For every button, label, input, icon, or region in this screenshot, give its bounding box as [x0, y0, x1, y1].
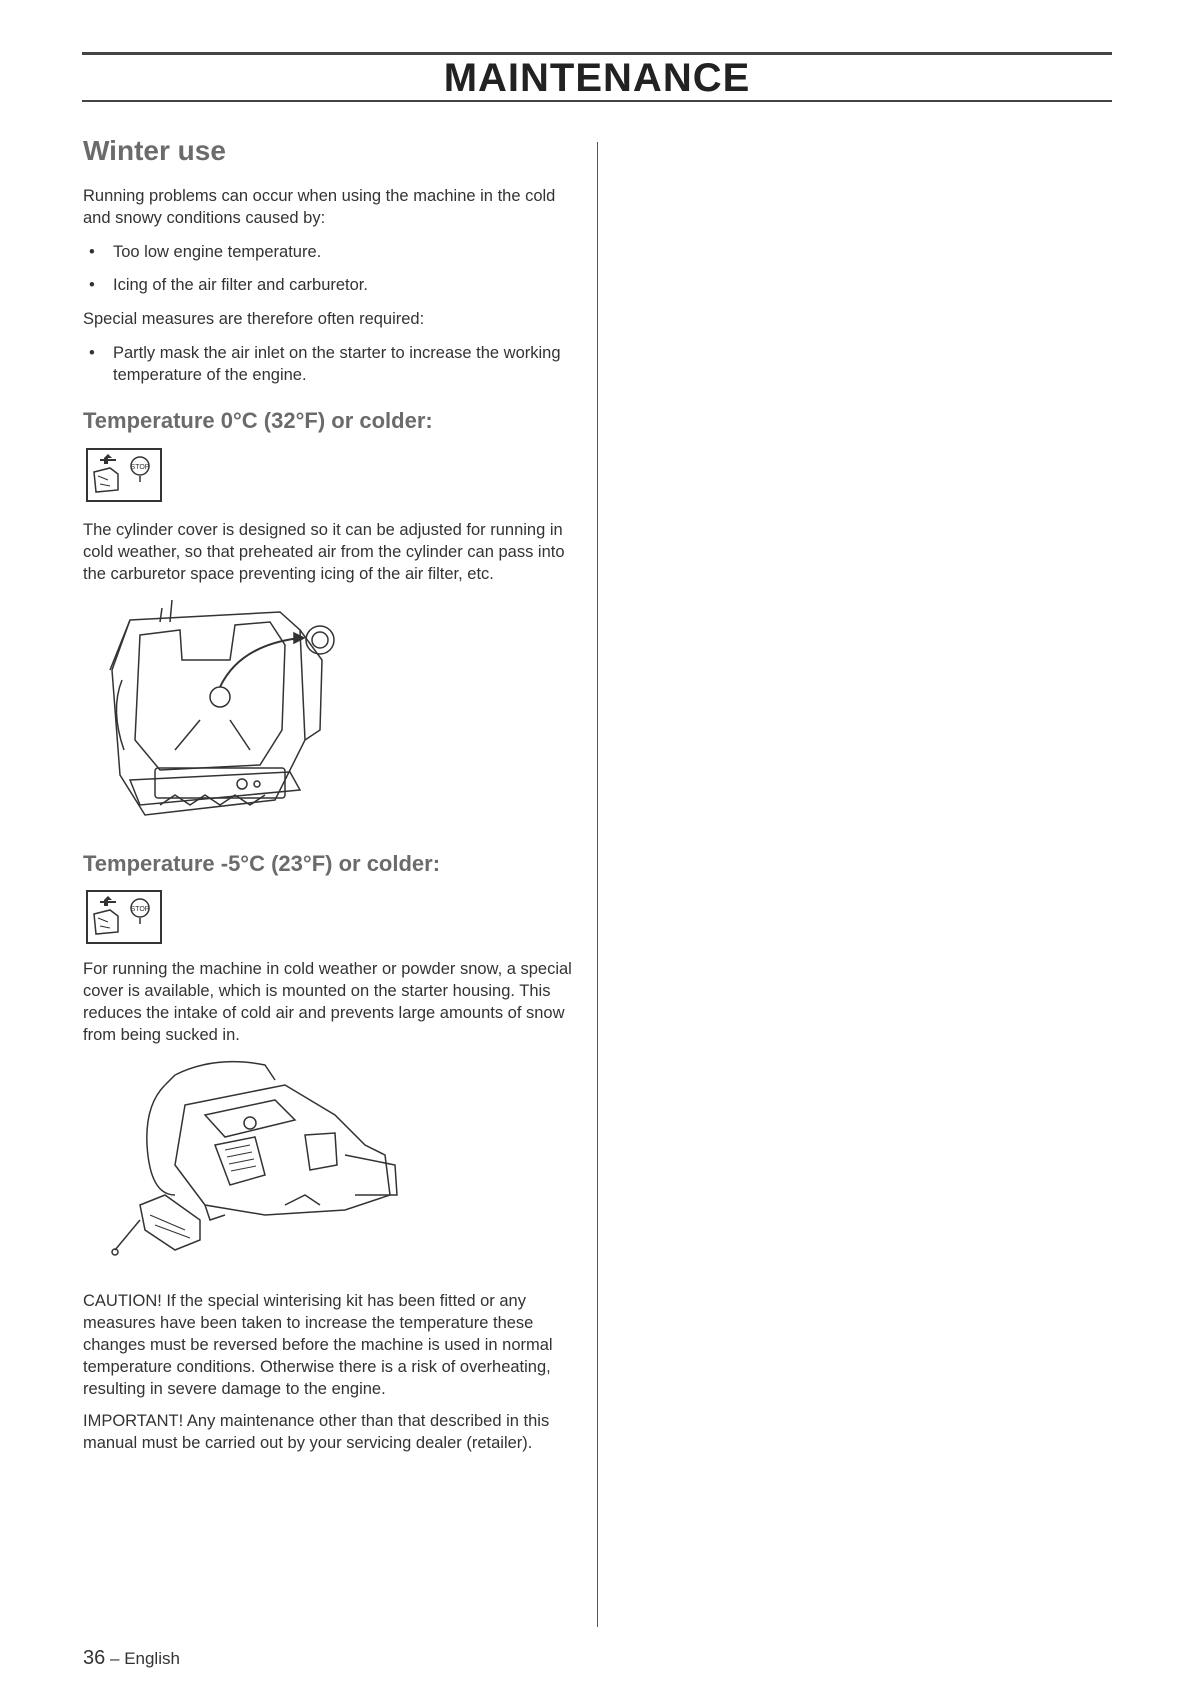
bullet-icon: • [89, 344, 95, 362]
svg-text:STOP: STOP [130, 464, 150, 471]
stop-engine-icon [86, 890, 162, 944]
page-number: 36 [83, 1647, 106, 1669]
important-text: IMPORTANT! Any maintenance other than that described in this manual must be carried out by your servicing dealer (retailer). [83, 1412, 550, 1452]
section-heading-temp-0c: Temperature 0°C (32°F) or colder: [83, 408, 433, 433]
bullet-icon: • [89, 276, 95, 294]
list-item: • Icing of the air filter and carburetor. [89, 276, 368, 294]
svg-text:STOP: STOP [130, 906, 150, 913]
header-rule-bottom [82, 100, 1112, 102]
footer-language: English [124, 1649, 180, 1668]
caution-text: CAUTION! If the special winterising kit has been fitted or any measures have been taken to increase the temperature these changes must be reversed before the machine is used in normal temperature conditions. Otherwise there is a risk of overheating, resulting in severe damage to the engine. [83, 1292, 553, 1398]
page-footer [83, 1647, 180, 1670]
section-heading-temp-minus-5c: Temperature -5°C (23°F) or colder: [83, 851, 441, 876]
list-item: • Partly mask the air inlet on the starter to increase the working temperature of the engine. [89, 344, 561, 384]
section-heading-winter-use: Winter use [83, 135, 226, 166]
stop-engine-icon [86, 448, 162, 502]
column-divider [597, 142, 598, 1627]
temp5-text: For running the machine in cold weather or powder snow, a special cover is available, which is mounted on the starter housing. This reduces the intake of cold air and prevents large amounts of snow from being sucked in. [83, 960, 572, 1044]
chainsaw-winter-cover-illustration [105, 1045, 405, 1275]
footer-dash: – [109, 1649, 120, 1668]
page-title: MAINTENANCE [443, 56, 751, 100]
temp0-text: The cylinder cover is designed so it can be adjusted for running in cold weather, so that preheated air from the cylinder can pass into the carburetor space preventing icing of the air filter, etc. [83, 521, 565, 583]
bullet-icon: • [89, 243, 95, 261]
cylinder-cover-illustration [100, 600, 360, 830]
header-rule-top [82, 52, 1112, 55]
list-item: • Too low engine temperature. [89, 243, 322, 261]
winter-intro: Running problems can occur when using the machine in the cold and snowy conditions caused by: [83, 187, 556, 227]
measures-intro: Special measures are therefore often required: [83, 310, 425, 328]
